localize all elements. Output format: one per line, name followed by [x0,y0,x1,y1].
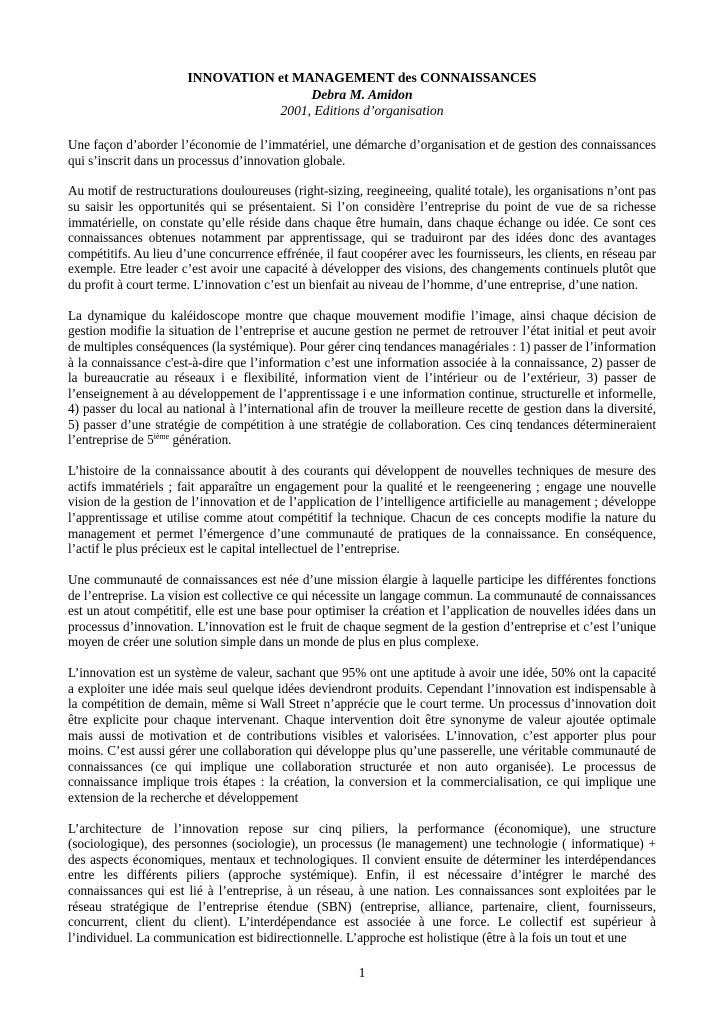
paragraph-text: La dynamique du kaléidoscope montre que chaque mouvement modifie l’image, ainsi chaque décision de gestion modifie la situation de l’entreprise et aucune gestion ne permet de retrouver l’état initial et peut avoir de multiples conséquences (la systémique). Pour gérer cinq tendances managériales : 1) passer de l’information à la connaissance c'est-à-dire que l’information c’est une information associée à la connaissance, 2) passer de la bureaucratie au réseaux i e flexibilité, information vient de l’intérieur ou de l’extérieur, 3) passer de l’enseignement à au développement de l’apprentissage i e une information continue, structurelle et informelle, 4) passer du local au national à l’international afin de trouver la meilleure recette de gestion dans la diversité, 5) passer d’une stratégie de compétition à une stratégie de collaboration. Ces cinq tendances détermineraient l’entreprise de 5 [68,307,656,448]
paragraph: Une façon d’aborder l’économie de l’immatériel, une démarche d’organisation et de gestion des connaissances qui s’inscrit dans un processus d’innovation globale. [68,137,656,168]
paragraph-text-end: génération. [169,432,232,448]
document-body [68,137,656,945]
paragraph: Une communauté de connaissances est née d’une mission élargie à laquelle participe les différentes fonctions de l’entreprise. La vision est collective ce qui nécessite un langage commun. La communauté de connaissances est un atout compétitif, elle est une base pour optimiser la création et l’application de nouvelles idées dans un processus d’innovation. L’innovation est le fruit de chaque segment de la gestion d’entreprise et c’est l’unique moyen de créer une solution simple dans un monde de plus en plus complexe. [68,572,656,650]
paragraph: L’histoire de la connaissance aboutit à des courants qui développent de nouvelles techniques de mesure des actifs immatériels ; fait apparaître un engagement pour la qualité et le reengeenering ; engage une nouvelle vision de la gestion de l’innovation et de l’application de l’intelligence artificielle au management ; développe l’apprentissage et utilise comme atout compétitif la technique. Chacun de ces concepts modifie la nature du management et permet l’émergence d’une communauté de pratiques de la connaissance. En conséquence, l’actif le plus précieux est le capital intellectuel de l’entreprise. [68,463,656,557]
superscript: ième [153,432,170,442]
paragraph: L’innovation est un système de valeur, sachant que 95% ont une aptitude à avoir une idée, 50% ont la capacité a exploiter une idée mais seul quelque idées deviendront produits. Cependant l’innovation est indispensable à la compétition de demain, même si Wall Street n’apprécie que le court terme. Un processus d’innovation doit être explicite pour chaque intervenant. Chaque intervention doit être synonyme de valeur ajoutée optimale mais aussi de motivation et de contributions visibles et valorisées. L’innovation, c’est apporter plus pour moins. C’est aussi gérer une collaboration qui développe plus qu’une passerelle, une véritable communauté de connaissances (ce qui implique une collaboration structurée et non auto organisée). Le processus de connaissance implique trois étapes : la création, la conversion et la commercialisation, ce qui implique une extension de la recherche et développement [68,665,656,805]
document-header [68,70,656,120]
document-title: INNOVATION et MANAGEMENT des CONNAISSANCES [187,70,537,85]
paragraph: L’architecture de l’innovation repose sur cinq piliers, la performance (économique), une structure (sociologique), des personnes (sociologie), un processus (le management) une technologie ( informatique) + des aspects économiques, mentaux et technologiques. Il convient ensuite de déterminer les interdépendances entre les différents piliers (approche systémique). Enfin, il est nécessaire d’intégrer le marché des connaissances qui est lié à l’entreprise, à un réseau, à une nation. Les connaissances sont exploitées par le réseau stratégique de l’entreprise étendue (SBN) (entreprise, alliance, partenaire, client, fournisseurs, concurrent, client du client). L’interdépendance est associée à une force. Le collectif est supérieur à l’individuel. La communication est bidirectionnelle. L’approche est holistique (être à la fois un tout et une [68,820,656,945]
paragraph: Au motif de restructurations douloureuses (right-sizing, reegineeing, qualité totale), les organisations n’ont pas su saisir les opportunités qui se présentaient. Si l’on considère l’entreprise du point de vue de sa richesse immatérielle, on constate qu’elle réside dans chaque être humain, dans chaque échange ou idée. Ce sont ces connaissances obtenues notamment par apprentissage, qui se traduiront par des idées donc des avantages compétitifs. Au lieu d’une concurrence effrénée, il faut coopérer avec les fournisseurs, les clients, en réseau par exemple. Etre leader c’est avoir une capacité à développer des visions, des changements continuels plutôt que du profit à court terme. L’innovation c’est un bienfait au niveau de l’homme, d’une entreprise, d’une nation. [68,183,656,292]
page-number: 1 [358,965,366,980]
document-author: Debra M. Amidon [311,86,413,102]
publication-info: 2001, Editions d’organisation [280,103,444,118]
paragraph [68,308,656,448]
